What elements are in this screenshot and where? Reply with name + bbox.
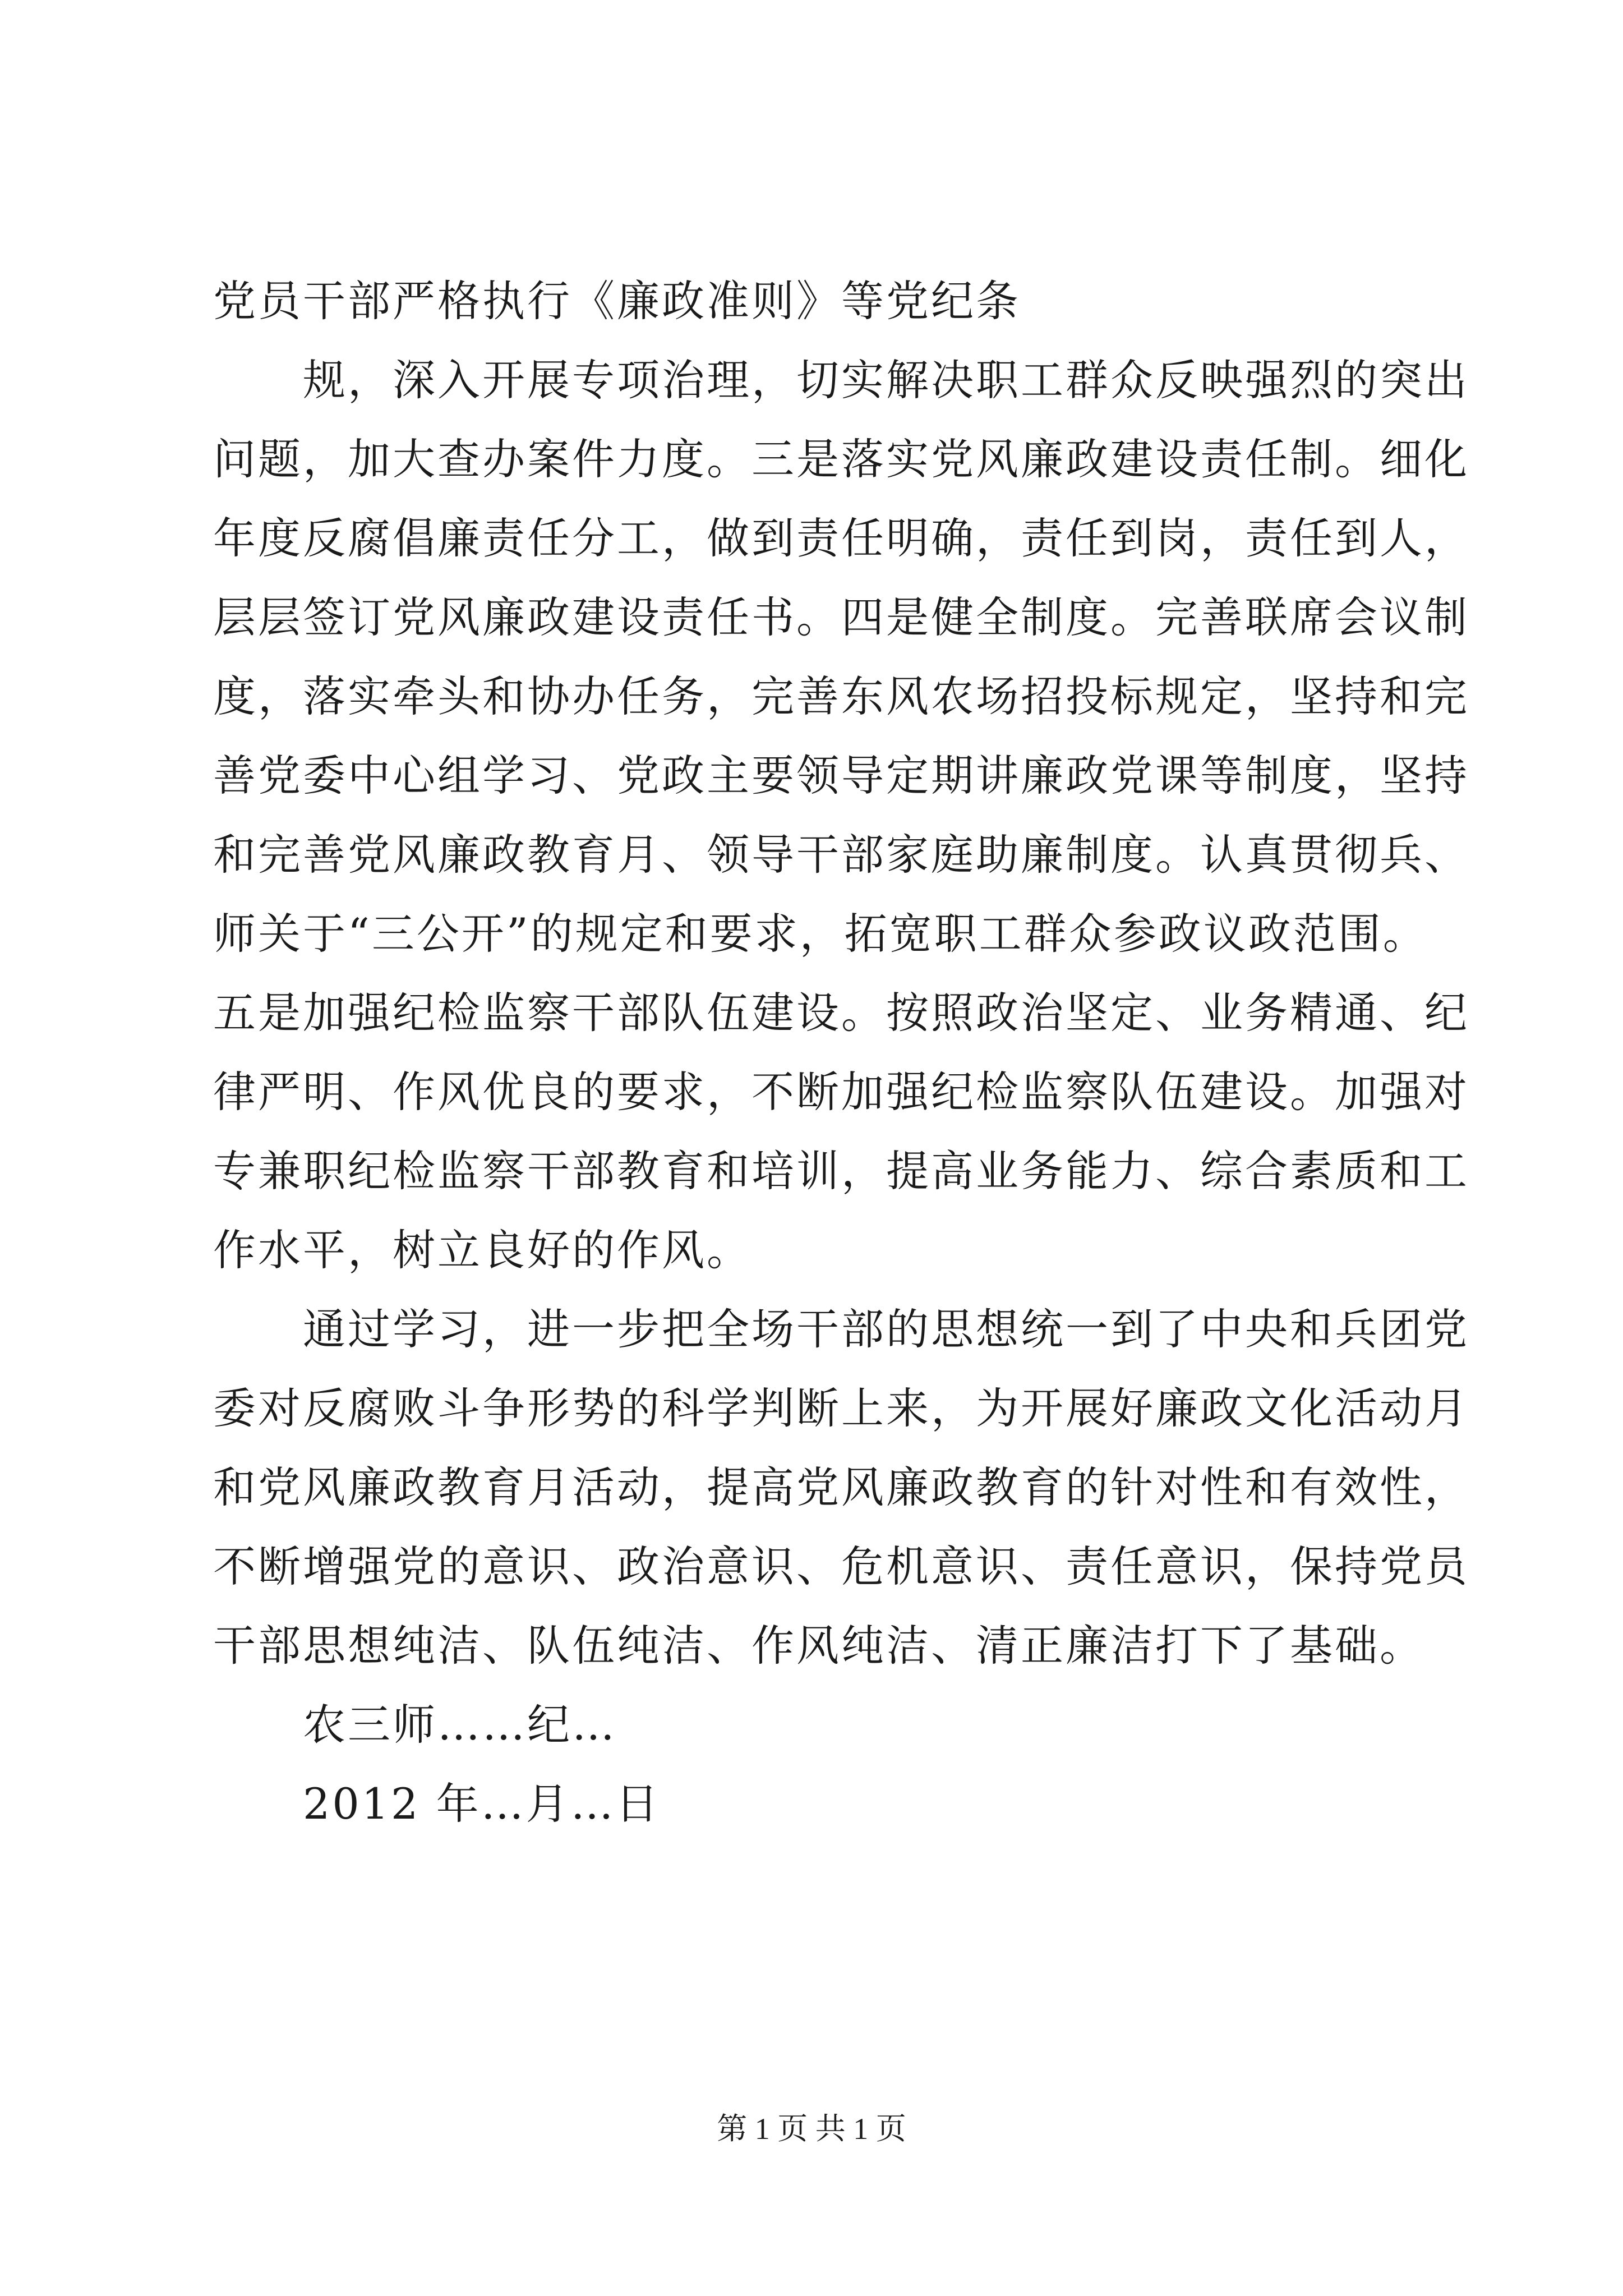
page-footer (0, 2109, 1623, 2148)
paragraph-line: 问题，加大查办案件力度。三是落实党风廉政建设责任制。细化 (213, 434, 1469, 484)
paragraph-line: 干部思想纯洁、队伍纯洁、作风纯洁、清正廉洁打下了基础。 (213, 1621, 1424, 1671)
paragraph-line: 年度反腐倡廉责任分工，做到责任明确，责任到岗，责任到人， (213, 513, 1469, 563)
paragraph-line: 专兼职纪检监察干部教育和培训，提高业务能力、综合素质和工 (213, 1146, 1469, 1196)
document-body (213, 261, 1469, 1843)
paragraph-2 (213, 1290, 1469, 1685)
paragraph-line: 师关于“三公开”的规定和要求，拓宽职工群众参政议政范围。 (213, 909, 1428, 959)
paragraph-line: 层层签订党风廉政建设责任书。四是健全制度。完善联席会议制 (213, 592, 1469, 642)
paragraph-line: 度，落实牵头和协办任务，完善东风农场招投标规定，坚持和完 (213, 671, 1469, 721)
paragraph-1 (213, 341, 1469, 1290)
paragraph-line: 委对反腐败斗争形势的科学判断上来，为开展好廉政文化活动月 (213, 1383, 1469, 1433)
paragraph-line: 善党委中心组学习、党政主要领导定期讲廉政党课等制度，坚持 (213, 751, 1469, 800)
heading-line: 党员干部严格执行《廉政准则》等党纪条 (213, 276, 1021, 326)
paragraph-line: 规，深入开展专项治理，切实解决职工群众反映强烈的突出 (303, 355, 1469, 405)
paragraph-line: 律严明、作风优良的要求，不断加强纪检监察队伍建设。加强对 (213, 1067, 1469, 1117)
page-number: 第 1 页 共 1 页 (717, 2112, 906, 2146)
paragraph-line: 不断增强党的意识、政治意识、危机意识、责任意识，保持党员 (213, 1542, 1469, 1591)
paragraph-line: 和完善党风廉政教育月、领导干部家庭助廉制度。认真贯彻兵、 (213, 830, 1469, 880)
signature: 农三师……纪… (303, 1700, 617, 1750)
date: 2012 年…月…日 (303, 1779, 661, 1829)
paragraph-line: 作水平，树立良好的作风。 (213, 1225, 751, 1275)
paragraph-line: 五是加强纪检监察干部队伍建设。按照政治坚定、业务精通、纪 (213, 988, 1469, 1038)
paragraph-line: 和党风廉政教育月活动，提高党风廉政教育的针对性和有效性， (213, 1462, 1469, 1512)
paragraph-line: 通过学习，进一步把全场干部的思想统一到了中央和兵团党 (303, 1304, 1469, 1354)
